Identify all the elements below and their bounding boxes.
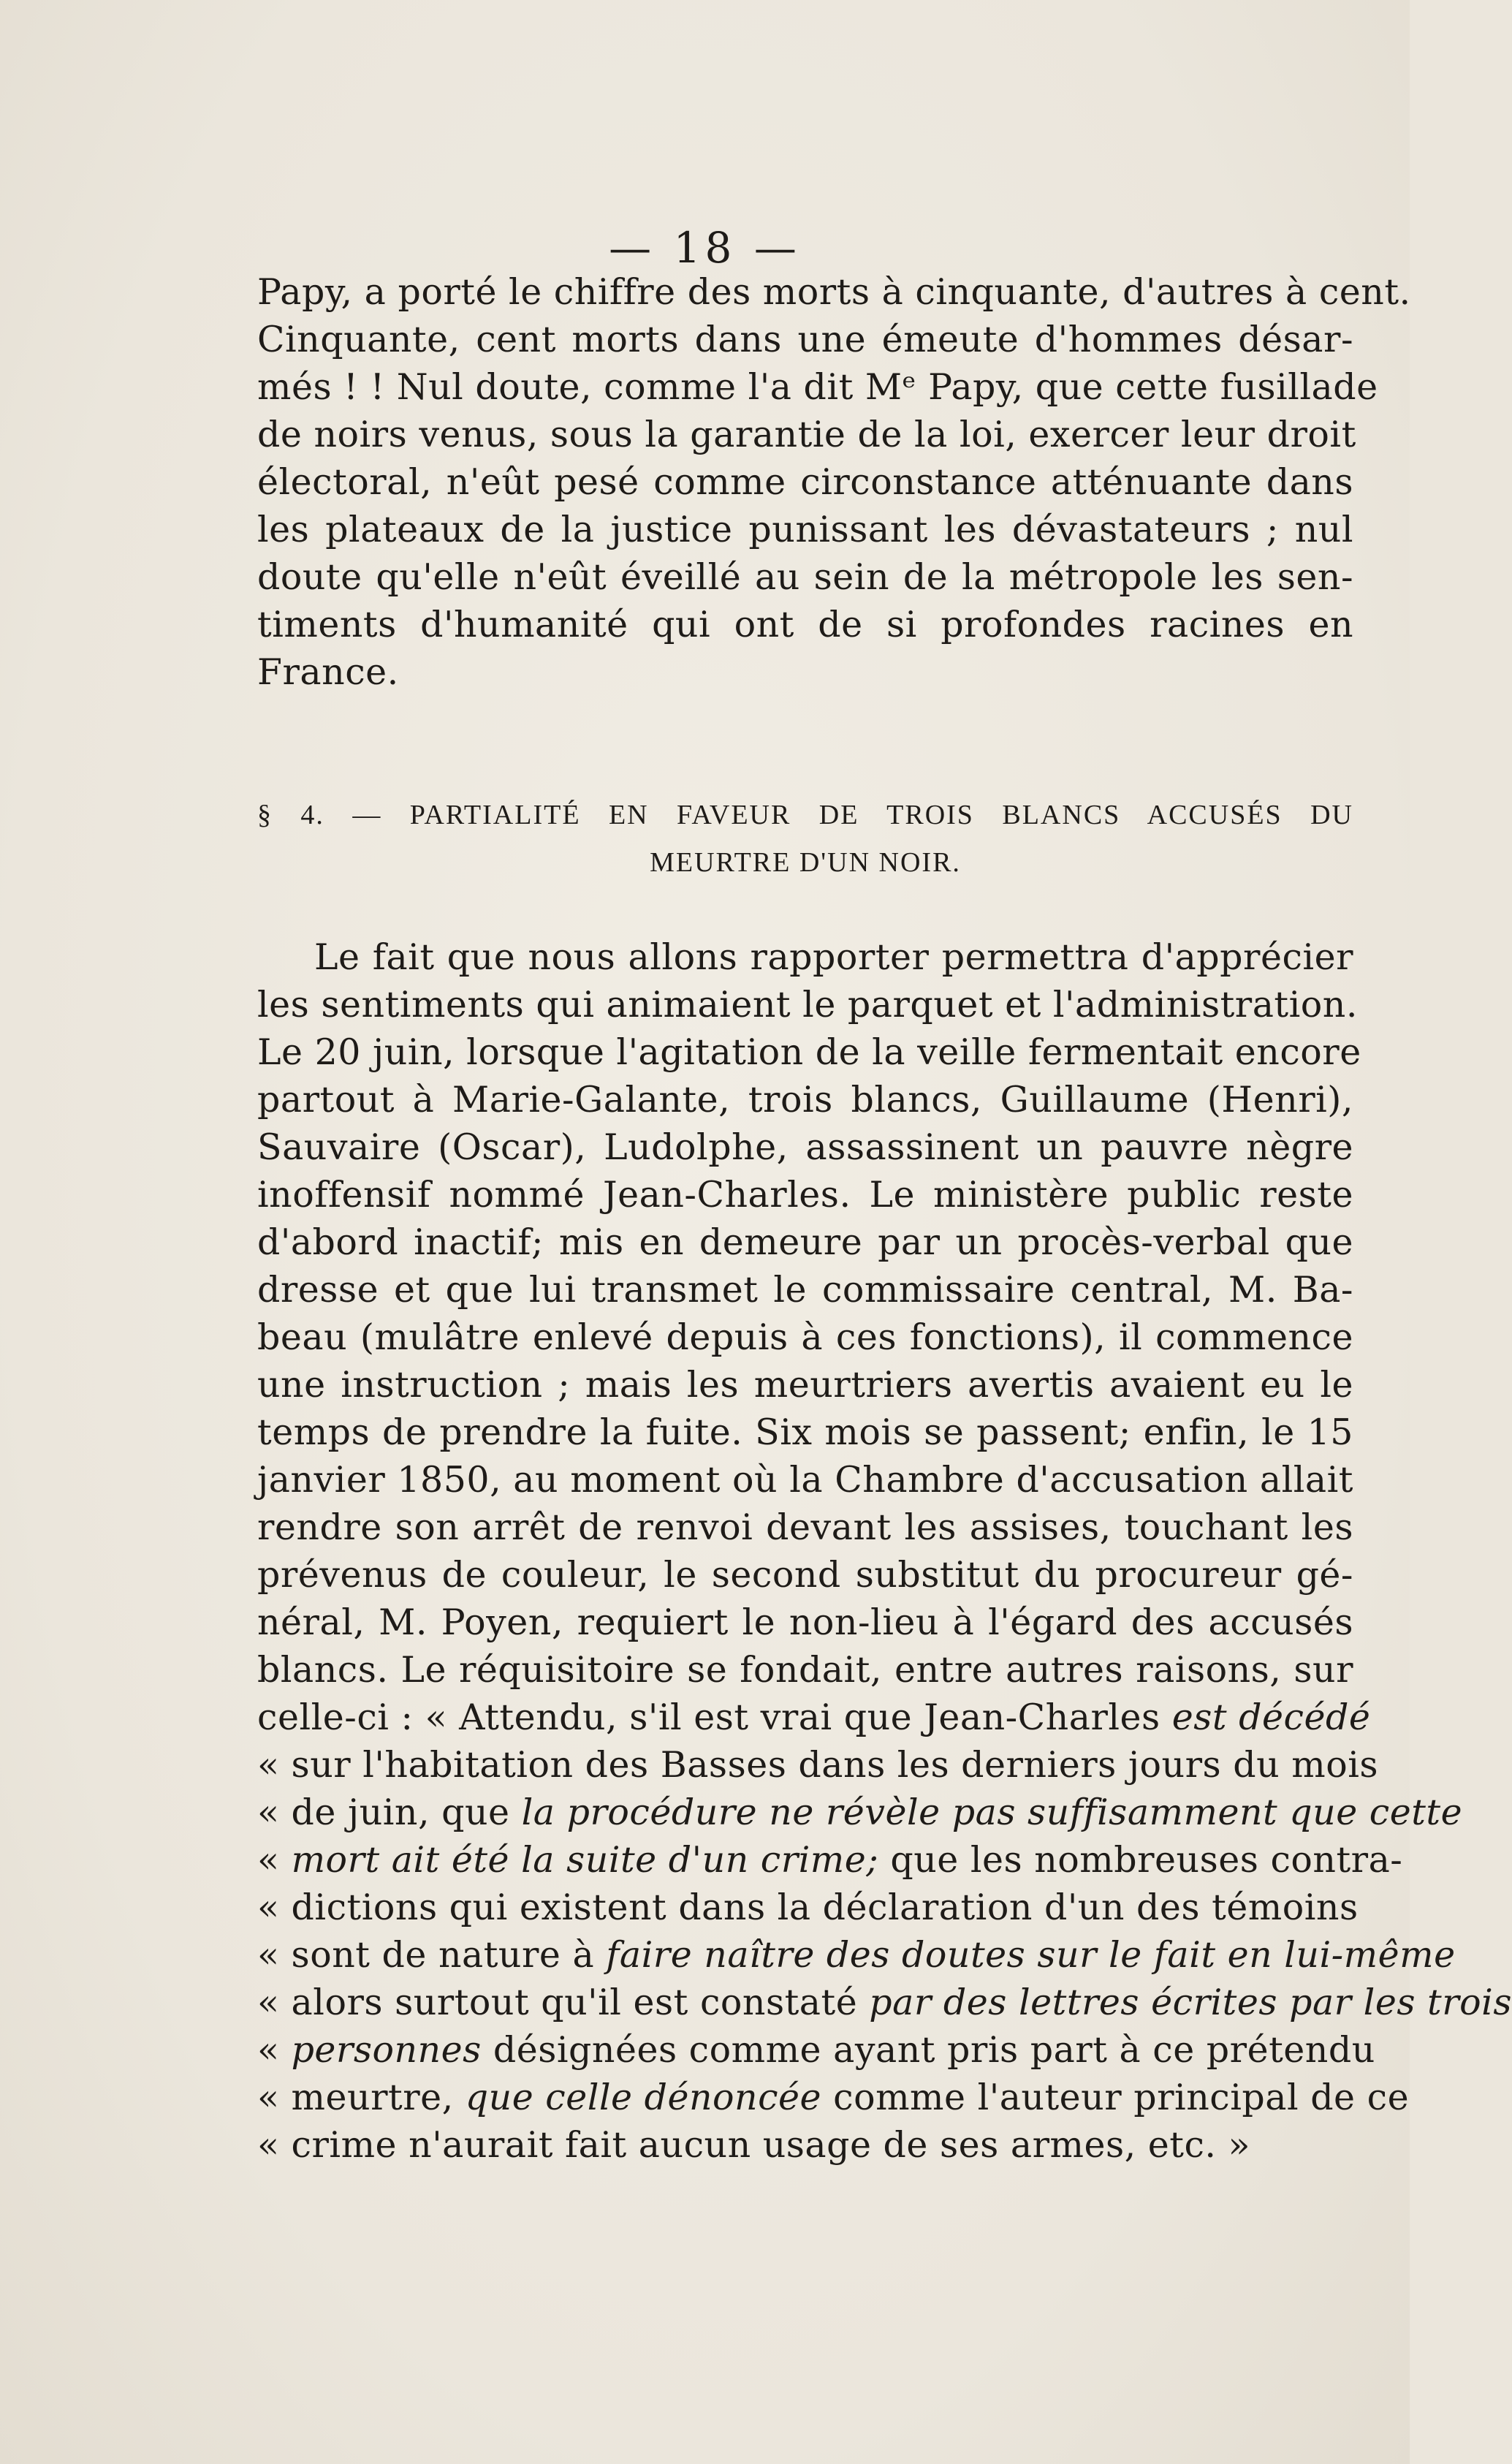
- text-line: Cinquante, cent morts dans une émeute d'hommes désar-: [257, 319, 1353, 360]
- text-line: doute qu'elle n'eût éveillé au sein de la métropole les sen-: [257, 556, 1353, 598]
- quote-line: [257, 1886, 1359, 1930]
- quote-line: [257, 2123, 1353, 2167]
- roman-text: celle-ci : « Attendu, s'il est vrai que Jean-Charles: [257, 1697, 1172, 1738]
- italic-text: mort ait été la suite d'un crime;: [291, 1839, 879, 1881]
- text-line: d'abord inactif; mis en demeure par un procès-verbal que: [257, 1221, 1353, 1263]
- quote-line: [257, 2028, 1375, 2072]
- text-line: une instruction ; mais les meurtriers avertis avaient eu le: [257, 1364, 1353, 1406]
- text-line: partout à Marie-Galante, trois blancs, Guillaume (Henri),: [257, 1079, 1353, 1121]
- text-line: de noirs venus, sous la garantie de la loi, exercer leur droit: [257, 414, 1356, 455]
- italic-text: personnes: [291, 2029, 482, 2071]
- text-line: Sauvaire (Oscar), Ludolphe, assassinent un pauvre nègre: [257, 1126, 1353, 1168]
- roman-text: «: [257, 1839, 292, 1881]
- text-line: Le 20 juin, lorsque l'agitation de la veille fermentait encore: [257, 1031, 1361, 1073]
- text-line: beau (mulâtre enlevé depuis à ces fonctions), il commence: [257, 1316, 1353, 1358]
- text-line: dresse et que lui transmet le commissaire central, M. Ba-: [257, 1269, 1353, 1311]
- roman-text: « alors surtout qu'il est constaté: [257, 1982, 870, 2023]
- text-line: les sentiments qui animaient le parquet et l'administration.: [257, 984, 1358, 1026]
- text-line: France.: [257, 651, 399, 693]
- text-line: timents d'humanité qui ont de si profondes racines en: [257, 604, 1353, 645]
- text-line: électoral, n'eût pesé comme circonstance atténuante dans: [257, 461, 1353, 503]
- text-line: prévenus de couleur, le second substitut du procureur gé-: [257, 1554, 1353, 1596]
- roman-text: « dictions qui existent dans la déclaration d'un des témoins: [257, 1887, 1359, 1928]
- quote-line: [257, 1743, 1379, 1787]
- text-line: janvier 1850, au moment où la Chambre d'accusation allait: [257, 1459, 1353, 1501]
- text-line: rendre son arrêt de renvoi devant les assises, touchant les: [257, 1506, 1353, 1548]
- section-heading-line1: § 4. — PARTIALITÉ EN FAVEUR DE TROIS BLANCS ACCUSÉS DU: [257, 800, 1353, 830]
- text-line: les plateaux de la justice punissant les dévastateurs ; nul: [257, 509, 1353, 550]
- italic-text: la procédure ne révèle pas suffisamment que cette: [521, 1792, 1463, 1833]
- text-line: Le fait que nous allons rapporter permettra d'apprécier: [314, 936, 1353, 978]
- text-line: inoffensif nommé Jean-Charles. Le ministère public reste: [257, 1174, 1353, 1216]
- italic-text: par des lettres écrites par les trois: [869, 1982, 1512, 2023]
- roman-text: désignées comme ayant pris part à ce prétendu: [481, 2029, 1375, 2071]
- quote-line: [257, 1933, 1456, 1977]
- roman-text: « meurtre,: [257, 2077, 466, 2118]
- roman-text: « sont de nature à: [257, 1934, 607, 1976]
- text-line: més ! ! Nul doute, comme l'a dit Mᵉ Papy, que cette fusillade: [257, 366, 1378, 408]
- roman-text: que les nombreuses contra-: [878, 1839, 1403, 1881]
- roman-text: « de juin, que: [257, 1792, 522, 1833]
- text-line: temps de prendre la fuite. Six mois se passent; enfin, le 15: [257, 1411, 1353, 1453]
- italic-text: que celle dénoncée: [465, 2077, 822, 2118]
- roman-text: « sur l'habitation des Basses dans les derniers jours du mois: [257, 1744, 1379, 1786]
- roman-text: «: [257, 2029, 292, 2071]
- text-line: néral, M. Poyen, requiert le non-lieu à l'égard des accusés: [257, 1601, 1353, 1643]
- italic-text: est décédé: [1171, 1697, 1371, 1738]
- text-line: blancs. Le réquisitoire se fondait, entre autres raisons, sur: [257, 1649, 1353, 1691]
- quote-line: [257, 1838, 1403, 1882]
- text-line: Papy, a porté le chiffre des morts à cinquante, d'autres à cent.: [257, 271, 1411, 313]
- roman-text: « crime n'aurait fait aucun usage de ses armes, etc. »: [257, 2124, 1251, 2166]
- roman-text: comme l'auteur principal de ce: [821, 2077, 1410, 2118]
- quote-line: [257, 1981, 1512, 2025]
- italic-text: faire naître des doutes sur le fait en lui-même: [606, 1934, 1456, 1976]
- quote-line: [257, 2076, 1410, 2120]
- section-heading-line2: MEURTRE D'UN NOIR.: [650, 847, 961, 878]
- quote-line: [257, 1696, 1371, 1740]
- quote-line: [257, 1791, 1463, 1835]
- page-number: — 18 —: [609, 223, 801, 273]
